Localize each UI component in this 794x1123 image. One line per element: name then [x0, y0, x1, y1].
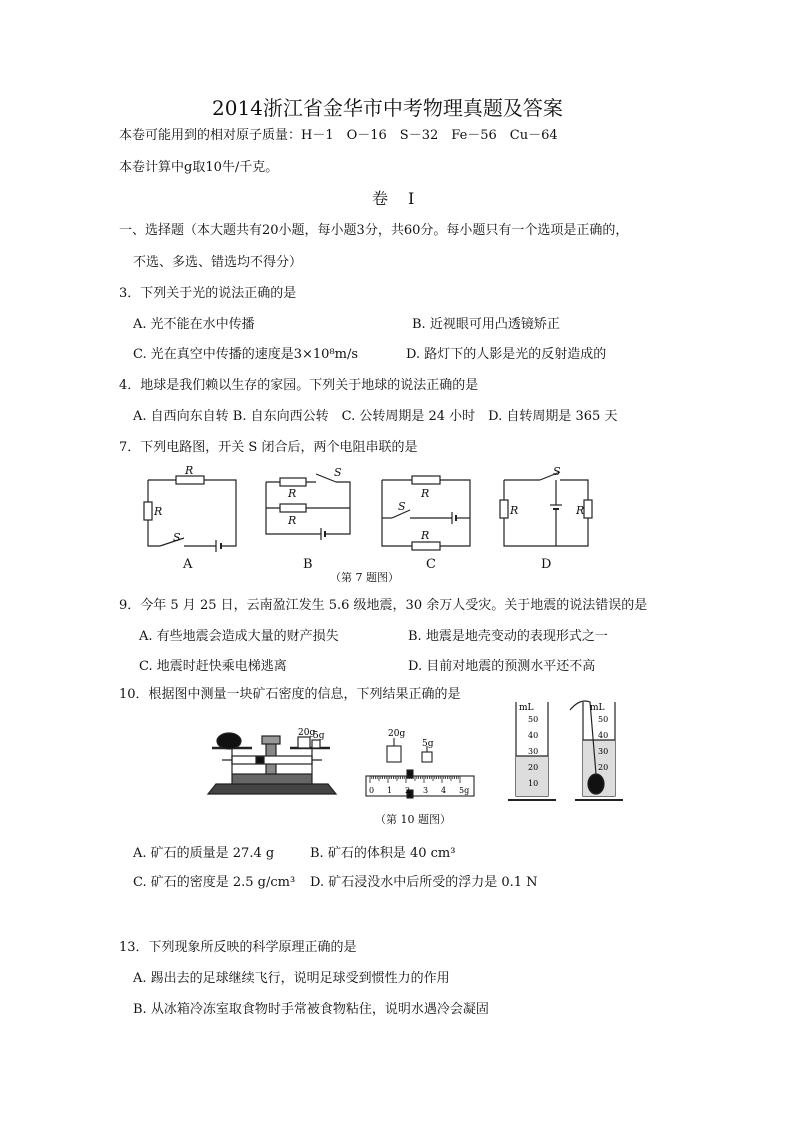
- question-3-option-a: A. 光不能在水中传播: [133, 317, 255, 332]
- ore-rock: [217, 733, 241, 749]
- question-9-stem: 9．今年 5 月 25 日，云南盈江发生 5.6 级地震，30 余万人受灾。关于地震的说法错误的是: [119, 598, 648, 613]
- balance-weight-20g: 20g: [298, 728, 316, 738]
- circuit-d-r-label: R: [510, 504, 519, 517]
- question-3-option-b: B. 近视眼可用凸透镜矫正: [412, 317, 560, 332]
- balance-weight-5g: 5g: [313, 731, 325, 741]
- circuit-c-s-label: S: [398, 500, 406, 513]
- question-10-option-b: B. 矿石的体积是 40 cm³: [310, 846, 456, 861]
- question-4-stem: 4．地球是我们赖以生存的家园。下列关于地球的说法正确的是: [119, 378, 479, 393]
- circuit-c-r2-label: R: [421, 529, 430, 542]
- cyl1-tick-50: 50: [528, 715, 539, 724]
- circuit-b-r-label: R: [288, 487, 297, 500]
- q10-figure: [0, 690, 794, 815]
- ruler-tick-5: 5g: [459, 786, 470, 795]
- question-10-option-d: D. 矿石浸没水中后所受的浮力是 0.1 N: [310, 875, 538, 890]
- question-3-option-d: D. 路灯下的人影是光的反射造成的: [406, 347, 607, 362]
- balance-scale: [208, 733, 336, 794]
- graduated-cylinder-with-ore: [570, 701, 623, 800]
- ruler-tick-2: 2: [405, 786, 411, 795]
- weights-and-ruler: [366, 738, 474, 798]
- question-9-option-d: D. 目前对地震的预测水平还不高: [408, 659, 596, 674]
- question-7-stem: 7．下列电路图，开关 S 闭合后，两个电阻串联的是: [119, 440, 418, 455]
- g-value-note: 本卷计算中g取10牛/千克。: [119, 160, 279, 175]
- cyl2-tick-40: 40: [598, 731, 609, 740]
- question-10-stem: 10．根据图中测量一块矿石密度的信息，下列结果正确的是: [119, 687, 461, 702]
- weight-20g-label: 20g: [388, 729, 406, 739]
- cyl1-tick-30: 30: [528, 747, 539, 756]
- q7-caption: （第 7 题图）: [330, 571, 399, 584]
- circuit-label-a: A: [183, 557, 193, 572]
- circuit-a-r-label: R: [185, 464, 194, 477]
- cyl1-tick-40: 40: [528, 731, 539, 740]
- part-one-instructions-cont: 不选、多选、错选均不得分）: [133, 255, 303, 270]
- question-9-option-a: A. 有些地震会造成大量的财产损失: [139, 629, 339, 644]
- circuit-a-s-label: S: [173, 531, 181, 544]
- question-13-option-b: B. 从冰箱冷冻室取食物时手常被食物粘住，说明水遇冷会凝固: [133, 1002, 489, 1017]
- question-13-option-a: A. 踢出去的足球继续飞行，说明足球受到惯性力的作用: [133, 971, 450, 986]
- cyl2-tick-50: 50: [598, 715, 609, 724]
- circuit-label-d: D: [541, 557, 552, 572]
- cyl1-tick-10: 10: [528, 779, 539, 788]
- question-9-option-c: C. 地震时赶快乘电梯逃离: [139, 659, 287, 674]
- circuit-d-s-label: S: [553, 465, 561, 478]
- circuit-b-s-label: S: [334, 466, 342, 479]
- section-heading: 卷 Ⅰ: [372, 189, 417, 208]
- question-3-option-c: C. 光在真空中传播的速度是3×10⁸m/s: [133, 347, 359, 362]
- circuit-b: [266, 474, 350, 540]
- ruler-tick-3: 3: [423, 786, 429, 795]
- ruler-tick-4: 4: [441, 786, 447, 795]
- cyl2-tick-30: 30: [598, 747, 609, 756]
- question-3-stem: 3．下列关于光的说法正确的是: [119, 286, 297, 301]
- circuit-a-r2-label: R: [154, 505, 163, 518]
- page-title: 2014浙江省金华市中考物理真题及答案: [212, 96, 563, 120]
- ruler-tick-0: 0: [369, 786, 375, 795]
- cyl2-tick-20: 20: [598, 763, 609, 772]
- part-one-instructions: 一、选择题（本大题共有20小题，每小题3分，共60分。每小题只有一个选项是正确的，: [119, 223, 629, 238]
- cylinder-1-unit: mL: [519, 703, 534, 713]
- question-10-option-a: A. 矿石的质量是 27.4 g: [133, 846, 275, 861]
- ruler-tick-1: 1: [387, 786, 393, 795]
- circuit-label-b: B: [303, 557, 313, 572]
- atomic-mass-note: 本卷可能用到的相对原子质量：H－1 O－16 S－32 Fe－56 Cu－64: [119, 128, 558, 143]
- weight-5g-label: 5g: [422, 739, 434, 749]
- cylinder-2-unit: mL: [590, 703, 605, 713]
- cyl1-tick-20: 20: [528, 763, 539, 772]
- question-4-options: A. 自西向东自转 B. 自东向西公转 C. 公转周期是 24 小时 D. 自转周期是 365 天: [133, 409, 618, 424]
- question-9-option-b: B. 地震是地壳变动的表现形式之一: [408, 629, 608, 644]
- circuit-b-r2-label: R: [288, 514, 297, 527]
- circuit-label-c: C: [426, 557, 436, 572]
- q10-caption: （第 10 题图）: [375, 813, 451, 826]
- question-10-option-c: C. 矿石的密度是 2.5 g/cm³: [133, 875, 296, 890]
- question-13-stem: 13．下列现象所反映的科学原理正确的是: [119, 940, 357, 955]
- circuit-d-r2-label: R: [576, 504, 585, 517]
- circuit-c-r-label: R: [421, 487, 430, 500]
